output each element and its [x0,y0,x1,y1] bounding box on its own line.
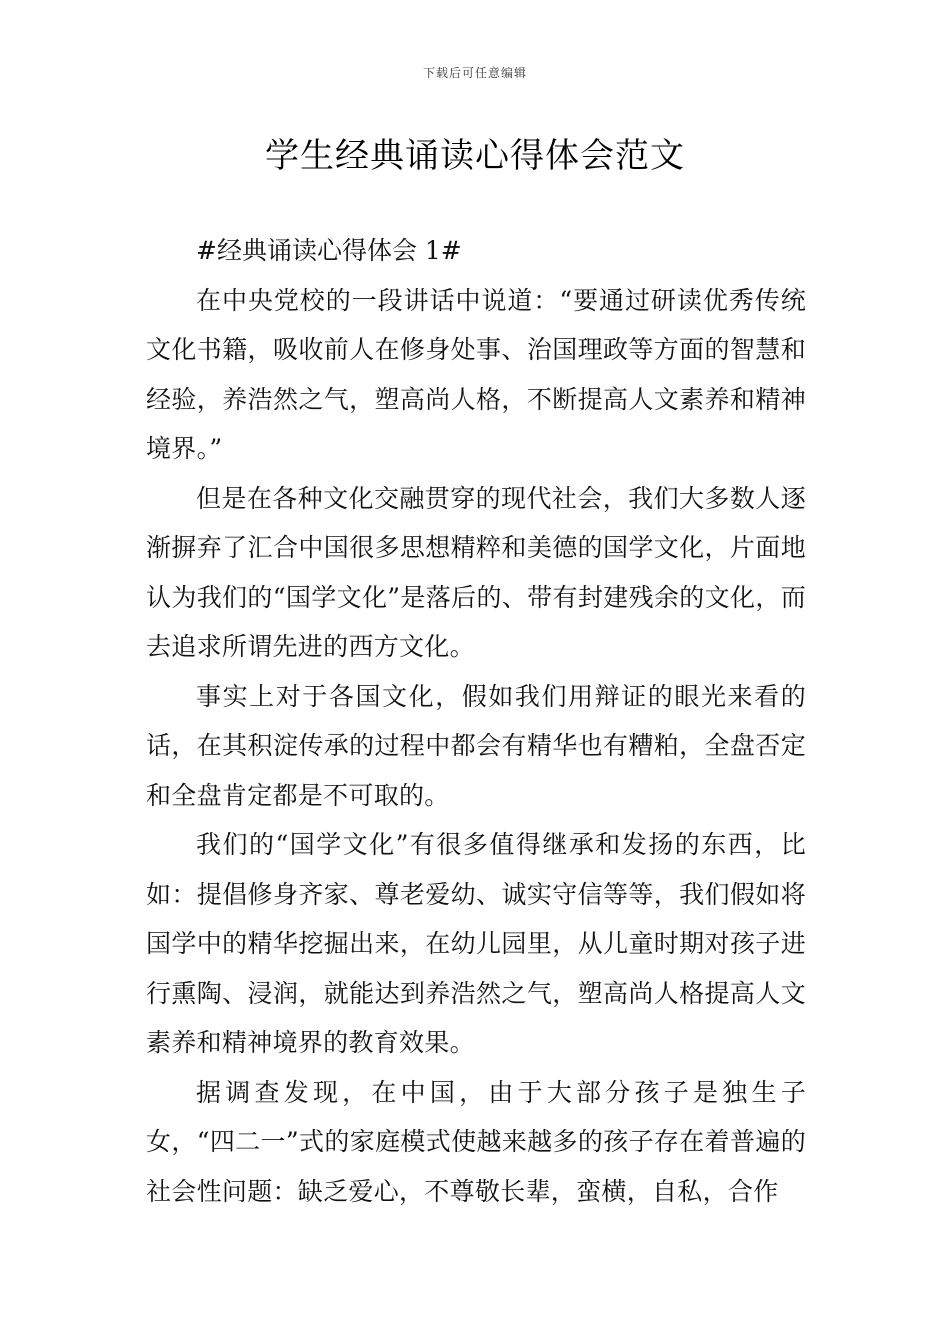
paragraph-2: 但是在各种文化交融贯穿的现代社会，我们大多数人逐渐摒弃了汇合中国很多思想精粹和美德的国学文化，片面地认为我们的“国学文化”是落后的、带有封建残余的文化，而去追求所谓先进的西方文化。 [146,483,806,661]
document-title: 学生经典诵读心得体会范文 [265,136,685,176]
header-note: 下载后可任意编辑 [422,66,527,80]
paragraph-3: 事实上对于各国文化，假如我们用辩证的眼光来看的话，在其积淀传承的过程中都会有精华也有糟粕，全盘否定和全盘肯定都是不可取的。 [146,681,806,810]
paragraph-4: 我们的“国学文化”有很多值得继承和发扬的东西，比如：提倡修身齐家、尊老爱幼、诚实守信等等，我们假如将国学中的精华挖掘出来，在幼儿园里，从儿童时期对孩子进行熏陶、浸润，就能达到养浩然之气，塑高尚人格提高人文素养和精神境界的教育效果。 [146,830,806,1057]
document-body [146,226,806,1216]
paragraph-5: 据调查发现，在中国，由于大部分孩子是独生子女，“四二一”式的家庭模式使越来越多的孩子存在着普遍的社会性问题：缺乏爱心，不尊敬长辈，蛮横，自私，合作 [146,1077,806,1206]
paragraph-1: 在中央党校的一段讲话中说道：“要通过研读优秀传统文化书籍，吸收前人在修身处事、治国理政等方面的智慧和经验，养浩然之气，塑高尚人格，不断提高人文素养和精神境界。” [146,285,806,463]
section-heading: #经典诵读心得体会 1# [196,236,462,265]
